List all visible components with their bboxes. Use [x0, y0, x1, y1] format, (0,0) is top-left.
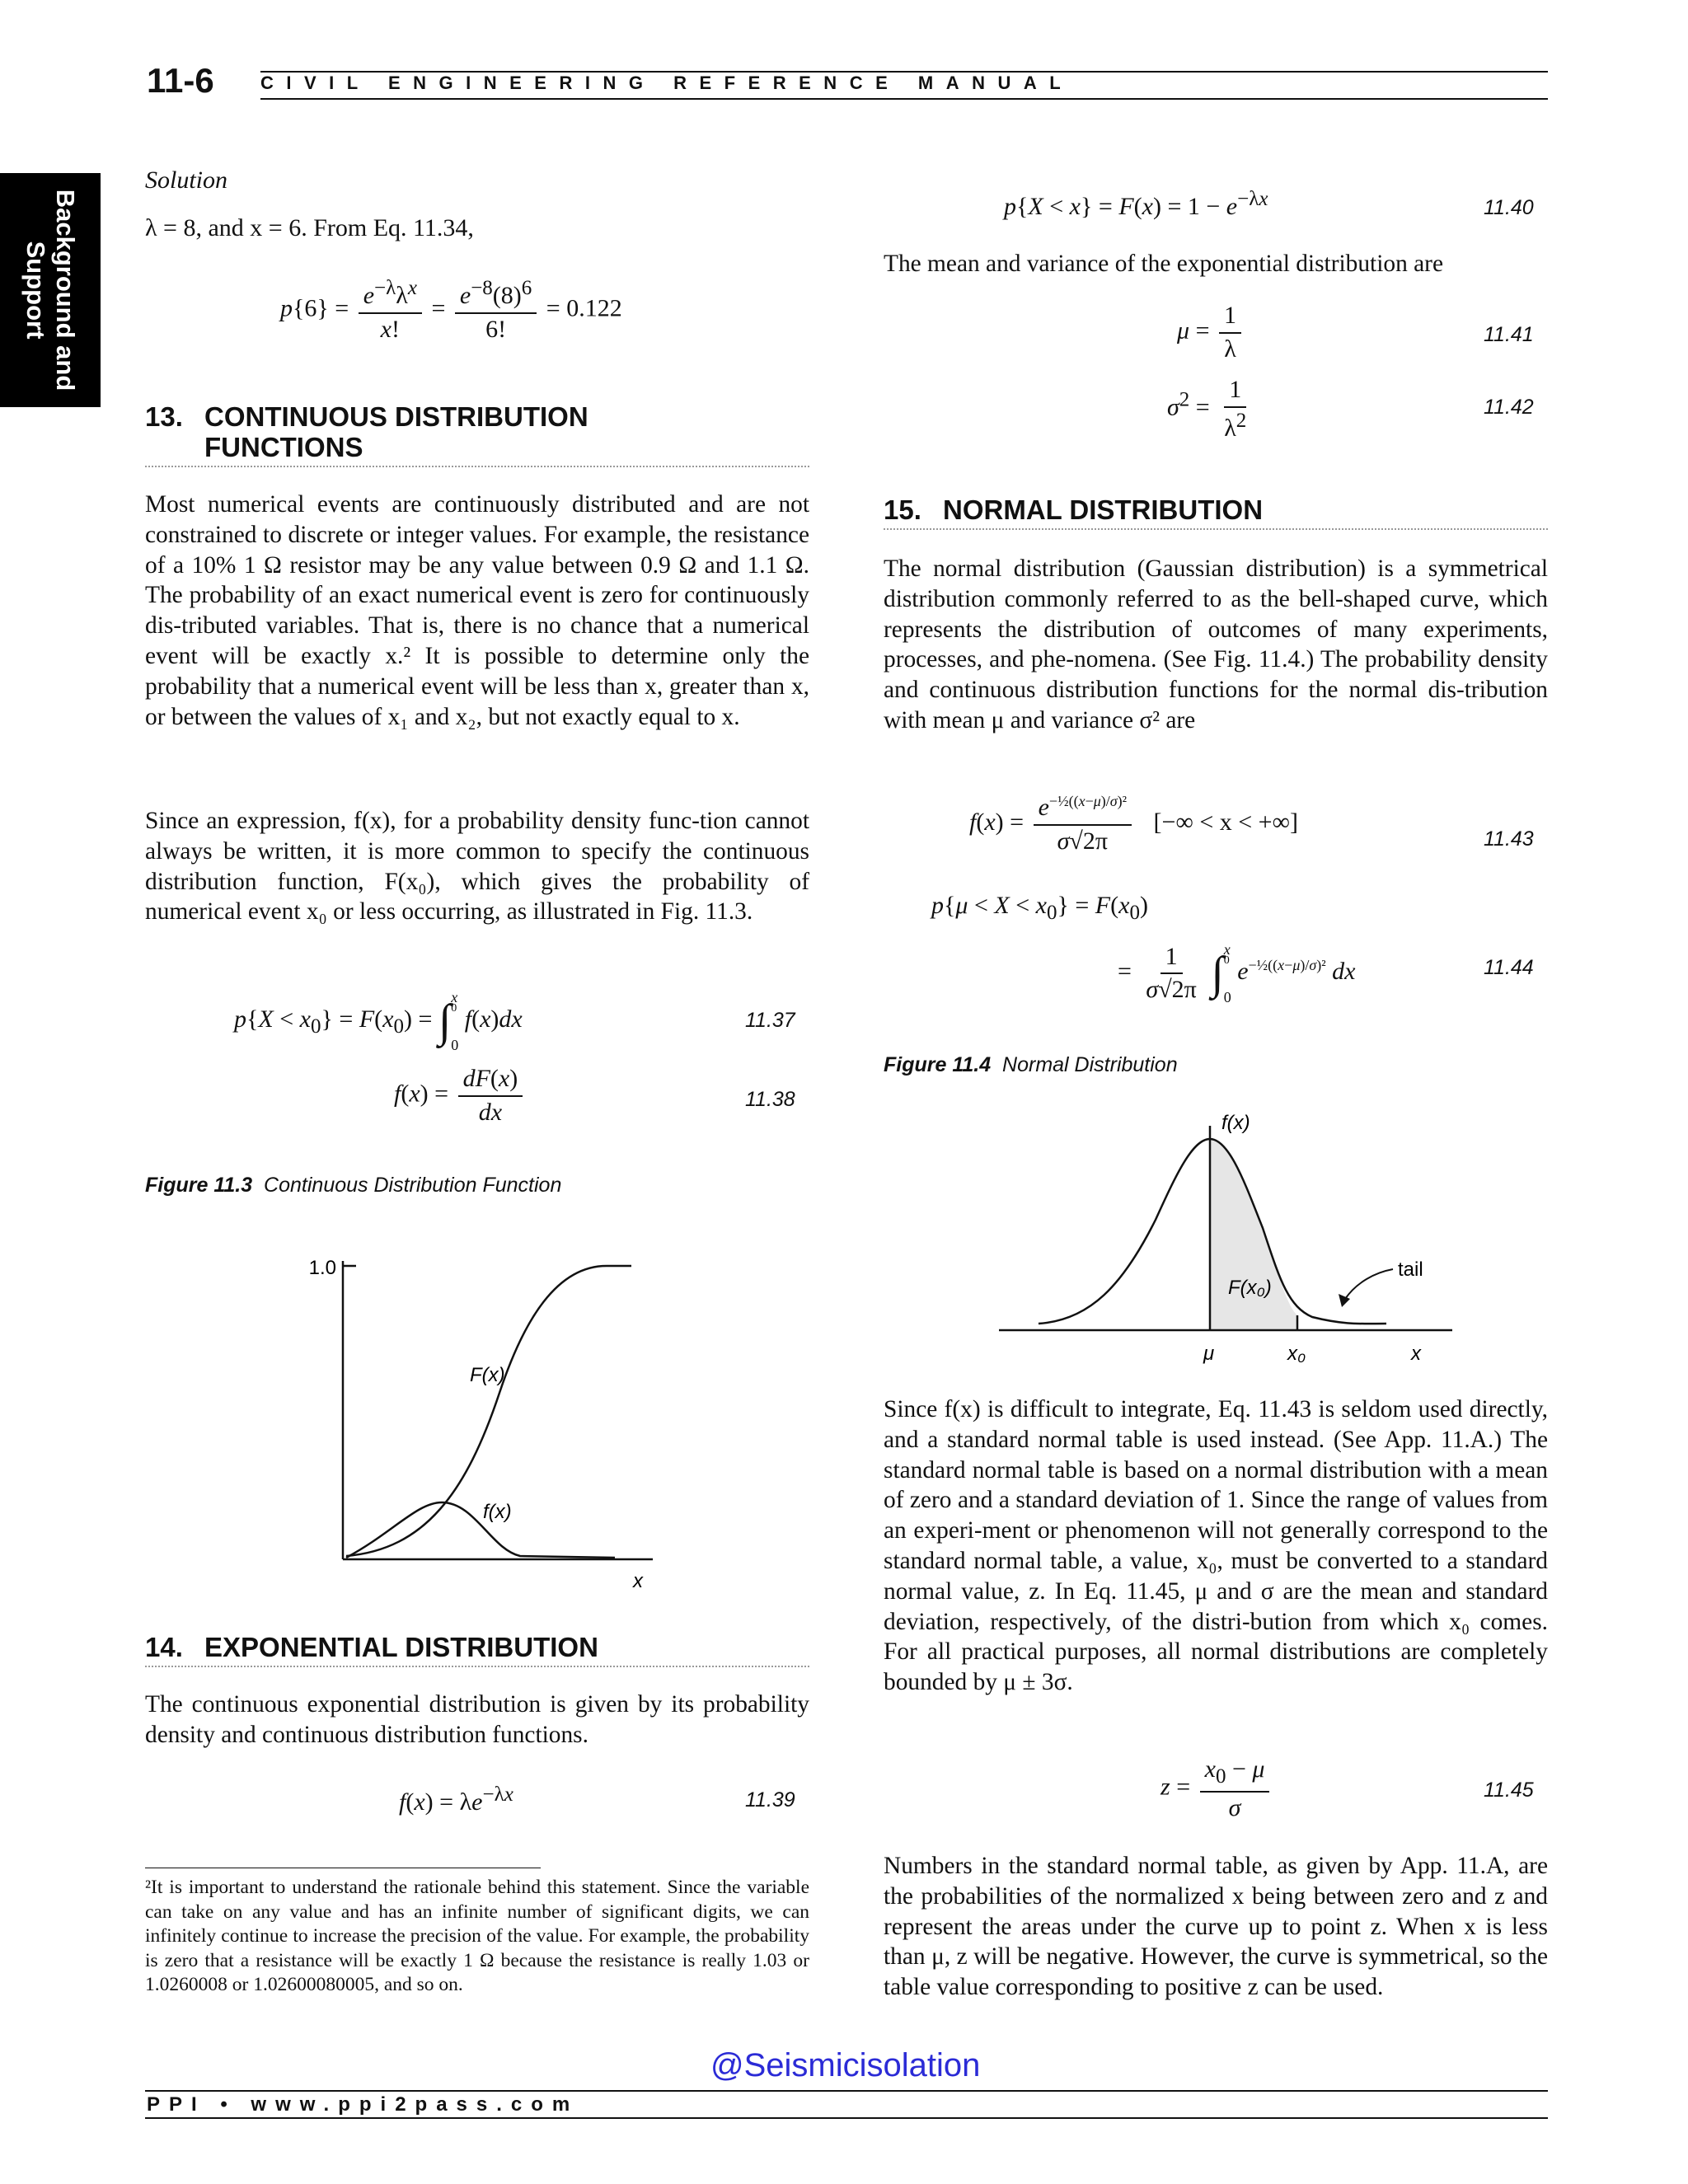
tail-arrow: [1345, 1269, 1393, 1299]
header-rule-bottom: [260, 98, 1548, 100]
figure-11-3-caption: Figure 11.3 Continuous Distribution Function: [145, 1174, 562, 1197]
section-13-paragraph-2: Since an expression, f(x), for a probability density func-tion cannot always be written, it is more common to specify the continuous distribution function, F(x₀), which gives the probability of numerical event x₀ or less occurring, as illustrated in Fig. 11.3.: [145, 808, 809, 926]
equation-11-39: $f(x) = \lambda e^{-\lambda x}$: [399, 1783, 513, 1816]
section-14-paragraph-1: The continuous exponential distribution is given by its probability density and continuous distribution functions.: [145, 1691, 809, 1748]
y-label: f(x): [1221, 1112, 1250, 1134]
equation-11-45: z = $\frac{x_0 - \mu}{\sigma}$: [1160, 1755, 1273, 1822]
equation-11-44-line-1: $p\{\mu < X < x_0\} = F(x_0)$: [931, 892, 1148, 924]
area-label: F(x₀): [1228, 1277, 1272, 1299]
section-13-paragraph-1: Most numerical events are continuously distributed and are not constrained to discrete or integer values. For example, the resistance of a 10% 1 Ω resistor may be any value between 0.9 Ω and 1.1 Ω. The probability of an exact numerical event is zero for continuously dis-tributed variables. That is, there is no chance that a numerical event will be exactly x.² It is possible to determine only the probability that a numerical event will be less than x, greater than x, or between the values of x₁ and x₂, but not exactly equal to x.: [145, 491, 809, 730]
shaded-area: [1210, 1139, 1297, 1330]
footer-rule-bottom: [145, 2117, 1548, 2119]
equation-number-11-38: 11.38: [745, 1088, 795, 1111]
section-14-heading: 14. EXPONENTIAL DISTRIBUTION: [145, 1632, 809, 1667]
equation-number-11-43: 11.43: [1484, 827, 1534, 851]
side-tab-line1: Background and: [51, 189, 80, 391]
x-axis-label: x: [633, 1570, 643, 1592]
book-title: CIVIL ENGINEERING REFERENCE MANUAL: [260, 73, 1074, 93]
side-tab-line2: Support: [21, 241, 50, 340]
equation-number-11-37: 11.37: [745, 1009, 795, 1032]
equation-11-43-range: [−∞ < x < +∞]: [1153, 808, 1298, 836]
pdf-curve: [346, 1502, 615, 1558]
footnote-2: ²It is important to understand the rationale behind this statement. Since the variable can take on any value and has an infinite number of significant digits, we can infinitely continue to increase the precision of the value. For example, the probability is zero that a resistance will be exactly 1 Ω because the resistance is really 1.03 or 1.0260008 or 1.02600080005, and so on.: [145, 1877, 809, 1995]
footer-site: PPI • www.ppi2pass.com: [147, 2093, 579, 2116]
y-tick-label: 1.0: [308, 1257, 336, 1279]
watermark: @Seismicisolation: [710, 2047, 981, 2083]
section-15-paragraph-1: The normal distribution (Gaussian distribution) is a symmetrical distribution commonly referred to as the bell-shaped curve, which represents the distribution of outcomes of many experiments, processes, and phe-nomena. (See Fig. 11.4.) The probability density and continuous distribution functions for the normal dis-tribution with mean μ and variance σ² are: [884, 555, 1548, 733]
equation-11-38: f(x) = $\frac{dF(x)}{dx}$: [394, 1065, 526, 1127]
cdf-label: F(x): [470, 1364, 505, 1386]
x0-label: x₀: [1287, 1343, 1306, 1365]
equation-number-11-42: 11.42: [1484, 396, 1534, 419]
equation-number-11-40: 11.40: [1484, 196, 1534, 219]
equation-11-44-line-2: = $\frac{1}{\sigma√2\pi}$ ∫ x 0 0 $e^{-\frac{1}{2}((x-\mu)/\sigma)^2}$ dx: [1118, 941, 1356, 1005]
equation-11-40: $p\{X < x\} = F(x) = 1 - e^{-\lambda x}$: [1004, 188, 1268, 220]
figure-11-3-diagram: [145, 1220, 809, 1599]
figure-11-4-diagram: [884, 1096, 1548, 1376]
equation-11-41: μ = $\frac{1}{\lambda}$: [1177, 302, 1245, 363]
mean-variance-text: The mean and variance of the exponential distribution are: [884, 251, 1443, 277]
equation-11-37: $p\{X < x_0\} = F(x_0)$ = ∫ x 0 0 f(x)dx: [234, 989, 523, 1053]
figure-11-4-caption: Figure 11.4 Normal Distribution: [884, 1053, 1178, 1076]
pdf-label: f(x): [483, 1501, 512, 1523]
section-15-paragraph-2: Since f(x) is difficult to integrate, Eq. 11.43 is seldom used directly, and a standard normal table is used instead. (See App. 11.A.) The standard normal table is based on a normal distribution with a mean of zero and a standard deviation of 1. Since the range of values from an experi-ment or phenomenon will not generally correspond to the standard normal table, a value, x₀, must be converted to a standard normal value, z. In Eq. 11.45, μ and σ are the mean and standard deviation, respectively, of the distri-bution from which x₀ comes. For all practical purposes, all normal distributions are completely bounded by μ ± 3σ.: [884, 1396, 1548, 1696]
footer-rule-top: [145, 2090, 1548, 2092]
section-13-heading: 13. CONTINUOUS DISTRIBUTION FUNCTIONS: [145, 401, 809, 467]
poisson-result: = 0.122: [546, 294, 622, 322]
section-side-tab: [0, 173, 101, 407]
equation-poisson: p{6} = $\frac{e^{-\lambda}\lambda^x}{x!}$ = $\frac{e^{-8}(8)^6}{6!}$ = 0.122: [280, 277, 622, 343]
x-axis-label: x: [1411, 1343, 1421, 1365]
section-15-heading: 15. NORMAL DISTRIBUTION: [884, 494, 1548, 530]
mu-label: μ: [1203, 1343, 1215, 1365]
equation-11-42: $\sigma^2$ = $\frac{1}{\lambda^2}$: [1167, 376, 1247, 442]
solution-label: Solution: [145, 166, 228, 194]
section-15-paragraph-3: Numbers in the standard normal table, as given by App. 11.A, are the probabilities of the normalized x being between zero and z and represent the areas under the curve up to point z. When x is less than μ, z will be negative. However, the curve is symmetrical, so the table value corresponding to positive z can be used.: [884, 1853, 1548, 2001]
solution-text: λ = 8, and x = 6. From Eq. 11.34,: [145, 214, 474, 241]
equation-number-11-45: 11.45: [1484, 1779, 1534, 1802]
equation-number-11-39: 11.39: [745, 1788, 795, 1811]
tail-label: tail: [1398, 1258, 1423, 1281]
equation-number-11-41: 11.41: [1484, 323, 1534, 346]
equation-11-43: f(x) = $\frac{e^{-\frac{1}{2}((x-\mu)/\sigma)^2}}{\sigma√2\pi}$ [−∞ < x < +∞]: [969, 793, 1298, 855]
page-number: 11-6: [147, 61, 214, 100]
equation-number-11-44: 11.44: [1484, 956, 1534, 979]
